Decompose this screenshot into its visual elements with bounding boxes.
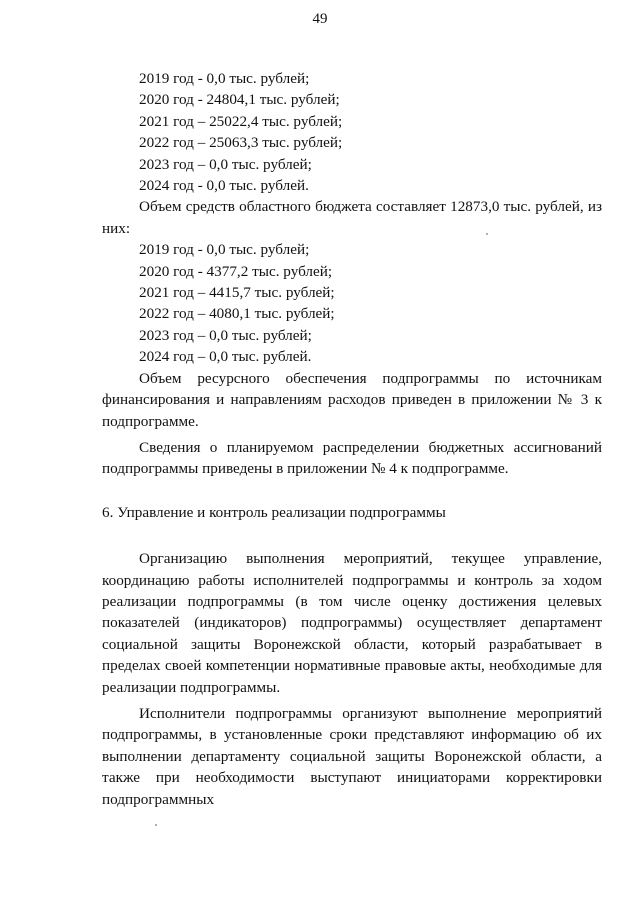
list-item: 2021 год – 4415,7 тыс. рублей; (139, 284, 335, 302)
budget-allocations-paragraph: Сведения о планируемом распределении бюджетных ассигнований подпрограммы приведены в приложении № 4 к подпрограмме. (102, 438, 602, 478)
scan-speck (155, 824, 157, 826)
list-item: 2019 год - 0,0 тыс. рублей; (139, 241, 310, 259)
section-heading: 6. Управление и контроль реализации подпрограммы (102, 503, 446, 521)
list-item: 2020 год - 24804,1 тыс. рублей; (139, 91, 340, 109)
list-item: 2023 год – 0,0 тыс. рублей; (139, 155, 312, 173)
oblast-budget-list (102, 239, 602, 367)
list-item: 2024 год – 0,0 тыс. рублей. (139, 348, 312, 366)
list-item: 2023 год – 0,0 тыс. рублей; (139, 326, 312, 344)
page-number: 49 (312, 11, 328, 27)
list-item: 2022 год – 4080,1 тыс. рублей; (139, 305, 335, 323)
executors-paragraph: Исполнители подпрограммы организуют выполнение мероприятий подпрограммы, в установленные сроки представляют информацию об их выполнении департаменту социальной защиты Воронежской области, а также при необходимости выступают инициаторами корректировки подпрограммных (102, 704, 602, 808)
regional-total-list (102, 68, 602, 196)
list-item: 2024 год - 0,0 тыс. рублей. (139, 177, 309, 195)
scan-speck (486, 233, 488, 235)
page-content (102, 68, 602, 810)
resources-paragraph: Объем ресурсного обеспечения подпрограммы по источникам финансирования и направлениям расходов приведен в приложении № 3 к подпрограмме. (102, 369, 602, 430)
list-item: 2020 год - 4377,2 тыс. рублей; (139, 262, 333, 280)
oblast-budget-paragraph: Объем средств областного бюджета составляет 12873,0 тыс. рублей, из них: (102, 198, 602, 237)
list-item: 2022 год – 25063,3 тыс. рублей; (139, 134, 343, 152)
list-item: 2021 год – 25022,4 тыс. рублей; (139, 112, 343, 130)
list-item: 2019 год - 0,0 тыс. рублей; (139, 70, 310, 87)
organization-paragraph: Организацию выполнения мероприятий, текущее управление, координацию работы исполнителей подпрограммы и контроль за ходом реализации подпрограммы (в том числе оценку достижения целевых показателей (индикаторов) подпрограммы) осуществляет департамент социальной защиты Воронежской области, который разрабатывает в пределах своей компетенции нормативные правовые акты, необходимые для реализации подпрограммы. (102, 550, 602, 696)
